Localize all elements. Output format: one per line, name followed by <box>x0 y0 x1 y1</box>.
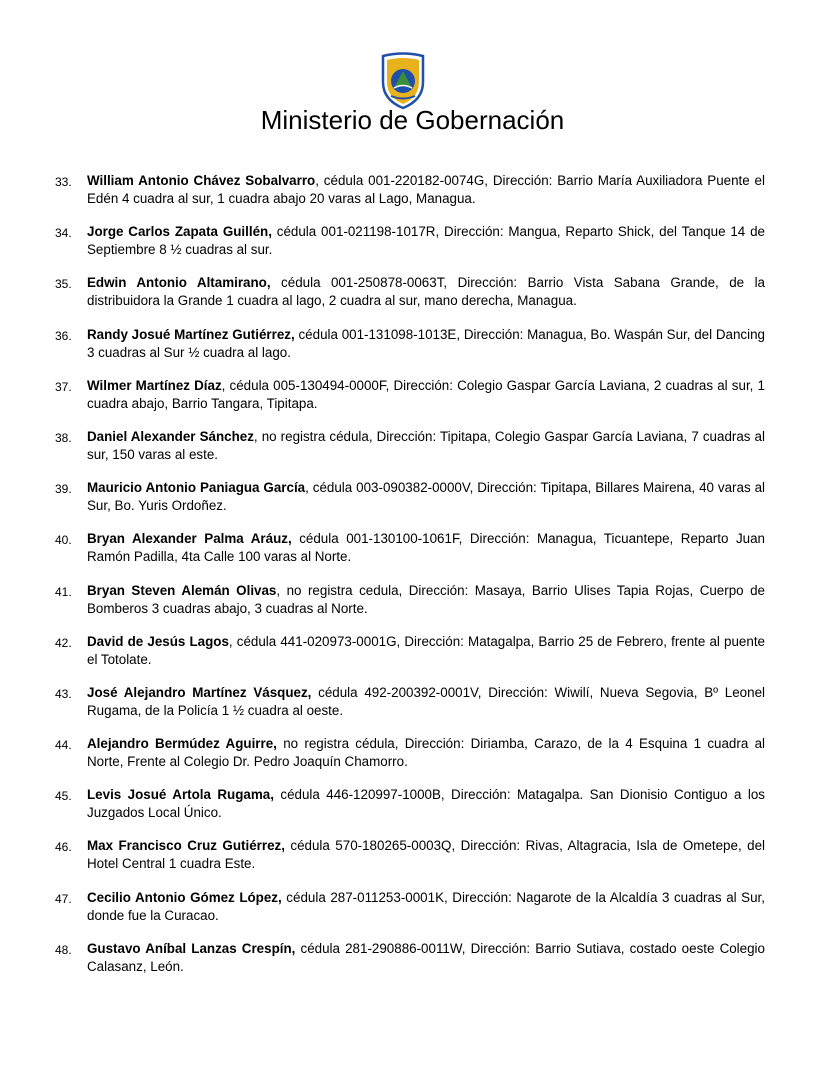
item-text <box>87 428 765 464</box>
person-details: cédula 001-131098-1013E, Dirección: Managua, Bo. Waspán Sur, del Dancing 3 cuadras al Sur ½ cuadra al lago. <box>87 326 765 360</box>
item-text <box>87 786 765 822</box>
person-details: no registra cédula, Dirección: Diriamba, Carazo, de la 4 Esquina 1 cuadra al Norte, Frente al Colegio Dr. Pedro Joaquín Chamorro. <box>87 736 765 770</box>
person-name: Edwin Antonio Altamirano, <box>87 275 271 291</box>
item-text <box>87 735 765 771</box>
document-header <box>0 0 825 150</box>
item-number: 46. <box>55 840 72 855</box>
item-text <box>87 889 765 925</box>
item-number: 42. <box>55 635 72 650</box>
item-number: 39. <box>55 482 72 497</box>
item-text <box>87 940 765 976</box>
item-number: 41. <box>55 584 72 599</box>
detainee-list <box>55 172 765 991</box>
person-name: Randy Josué Martínez Gutiérrez, <box>87 326 295 342</box>
list-item <box>55 223 765 274</box>
item-text <box>87 684 765 720</box>
item-number: 33. <box>55 175 72 189</box>
list-item <box>55 274 765 325</box>
item-number: 37. <box>55 379 72 394</box>
item-number: 40. <box>55 533 72 548</box>
person-name: Gustavo Aníbal Lanzas Crespín, <box>87 940 296 956</box>
person-name: William Antonio Chávez Sobalvarro <box>87 173 316 188</box>
person-details: , no registra cedula, Dirección: Masaya, Barrio Ulises Tapia Rojas, Cuerpo de Bomberos 3 cuadras abajo, 3 cuadras al Norte. <box>87 582 765 616</box>
person-details: cédula 281-290886-0011W, Dirección: Barrio Sutiava, costado oeste Colegio Calasanz, León. <box>87 940 765 974</box>
ministry-title: Ministerio de Gobernación <box>260 105 565 135</box>
list-item <box>55 530 765 581</box>
item-number: 45. <box>55 789 72 804</box>
item-number: 38. <box>55 430 72 445</box>
person-name: Jorge Carlos Zapata Guillén, <box>87 224 272 240</box>
person-details: cédula 001-130100-1061F, Dirección: Managua, Ticuantepe, Reparto Juan Ramón Padilla, 4ta Calle 100 varas al Norte. <box>87 531 766 565</box>
person-name: Bryan Alexander Palma Aráuz, <box>87 531 292 547</box>
person-name: Mauricio Antonio Paniagua García <box>87 480 306 496</box>
item-text <box>87 274 765 310</box>
list-item <box>55 326 765 377</box>
item-number: 36. <box>55 328 72 343</box>
list-item <box>55 582 765 633</box>
item-text <box>87 377 765 413</box>
item-text <box>87 633 765 669</box>
list-item <box>55 837 765 888</box>
person-details: , no registra cédula, Dirección: Tipitapa, Colegio Gaspar García Laviana, 7 cuadras al sur, 150 varas al este. <box>87 428 765 462</box>
person-details: , cédula 005-130494-0000F, Dirección: Colegio Gaspar García Laviana, 2 cuadras al sur, 1 cuadra abajo, Barrio Tangara, Tipitapa. <box>87 377 765 411</box>
person-details: cédula 001-021198-1017R, Dirección: Mangua, Reparto Shick, del Tanque 14 de Septiembre 8 ½ cuadras al sur. <box>87 224 765 258</box>
item-number: 47. <box>55 891 72 906</box>
person-name: Wilmer Martínez Díaz <box>87 377 222 393</box>
item-text <box>87 479 765 515</box>
item-text <box>87 582 765 618</box>
list-item <box>55 735 765 786</box>
item-number: 43. <box>55 686 72 701</box>
list-item <box>55 633 765 684</box>
item-number: 35. <box>55 277 72 292</box>
item-text <box>87 837 765 873</box>
person-name: Max Francisco Cruz Gutiérrez, <box>87 838 285 854</box>
person-details: cédula 001-250878-0063T, Dirección: Barrio Vista Sabana Grande, de la distribuidora la Grande 1 cuadra al lago, 2 cuadra al sur, mano derecha, Managua. <box>87 275 765 309</box>
list-item <box>55 428 765 479</box>
person-details: cédula 492-200392-0001V, Dirección: Wiwilí, Nueva Segovia, Bº Leonel Rugama, de la Policía 1 ½ cuadra al oeste. <box>87 684 765 718</box>
item-text <box>87 223 765 259</box>
person-details: cédula 287-011253-0001K, Dirección: Nagarote de la Alcaldía 3 cuadras al Sur, donde fue la Curacao. <box>87 889 765 923</box>
item-text <box>87 326 765 362</box>
list-item <box>55 377 765 428</box>
list-item <box>55 684 765 735</box>
person-details: cédula 570-180265-0003Q, Dirección: Rivas, Altagracia, Isla de Ometepe, del Hotel Central 1 cuadra Este. <box>87 838 765 872</box>
list-item <box>55 889 765 940</box>
person-details: , cédula 441-020973-0001G, Dirección: Matagalpa, Barrio 25 de Febrero, frente al puente el Totolate. <box>87 633 765 667</box>
item-number: 48. <box>55 942 72 957</box>
person-name: Bryan Steven Alemán Olivas <box>87 582 277 598</box>
person-name: Alejandro Bermúdez Aguirre, <box>87 736 277 752</box>
person-name: Levis Josué Artola Rugama, <box>87 787 274 803</box>
item-number: 44. <box>55 738 72 753</box>
list-item <box>55 172 765 223</box>
item-text <box>87 172 765 208</box>
item-text <box>87 530 765 566</box>
person-details: , cédula 001-220182-0074G, Dirección: Barrio María Auxiliadora Puente el Edén 4 cuadra al sur, 1 cuadra abajo 20 varas al Lago, Managua. <box>87 173 765 206</box>
person-name: Cecilio Antonio Gómez López, <box>87 889 282 905</box>
person-details: , cédula 003-090382-0000V, Dirección: Tipitapa, Billares Mairena, 40 varas al Sur, Bo. Yuris Ordoñez. <box>87 480 765 514</box>
list-item <box>55 786 765 837</box>
person-name: José Alejandro Martínez Vásquez, <box>87 684 312 700</box>
list-item <box>55 479 765 530</box>
person-name: Daniel Alexander Sánchez <box>87 428 254 444</box>
item-number: 34. <box>55 226 72 241</box>
list-item <box>55 940 765 991</box>
person-name: David de Jesús Lagos <box>87 633 229 649</box>
person-details: cédula 446-120997-1000B, Dirección: Matagalpa. San Dionisio Contiguo a los Juzgados Local Único. <box>87 787 765 821</box>
nicaragua-coat-of-arms-seal-icon <box>380 52 426 110</box>
